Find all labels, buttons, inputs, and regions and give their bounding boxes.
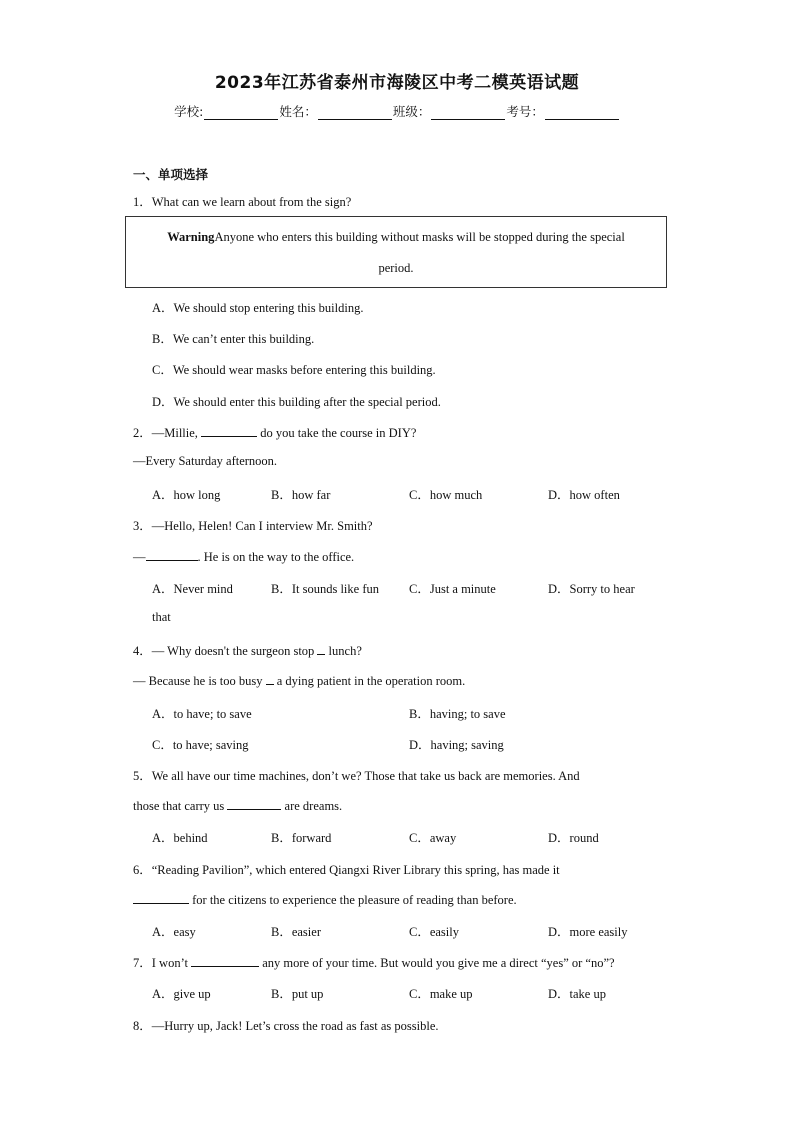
sign-line-1 [126,230,666,245]
sign-text-2: period. [378,261,414,275]
question-3-stem: 3．—Hello, Helen! Can I interview Mr. Smith? [133,519,373,533]
q3-option-a[interactable]: A．Never mind [152,582,233,596]
q4-line2-pre: — Because he is too busy [133,674,266,688]
q2-option-c[interactable]: C．how much [409,488,483,502]
q6-option-b[interactable]: B．easier [271,925,321,939]
question-3-line2 [133,548,354,565]
q5-blank [227,797,281,810]
class-label: 班级： [392,104,431,119]
q3-line2-pre: — [133,550,146,564]
q7-stem-pre: 7．I won’t [133,956,192,970]
warning-sign [125,216,667,288]
question-2-stem [133,423,416,441]
q5-line2-post: are dreams. [281,799,343,813]
section-heading: 一、单项选择 [133,167,209,182]
q7-option-c[interactable]: C．make up [409,987,473,1001]
q2-option-d[interactable]: D．how often [548,488,620,502]
q2-option-b[interactable]: B．how far [271,488,331,502]
q7-option-d[interactable]: D．take up [548,987,606,1001]
q2-option-a[interactable]: A．how long [152,488,221,502]
q5-option-b[interactable]: B．forward [271,831,332,845]
question-5-stem: 5．We all have our time machines, don’t we? Those that take us back are memories. And [133,769,580,783]
question-4-stem [133,641,362,659]
student-info-line [0,102,794,120]
q3-option-d-continued: that [152,610,171,624]
q7-blank [191,954,259,967]
q1-option-d[interactable]: D．We should enter this building after the special period. [152,395,441,409]
q2-stem-post: do you take the course in DIY? [257,426,417,440]
q5-option-d[interactable]: D．round [548,831,599,845]
q3-option-d[interactable]: D．Sorry to hear [548,582,635,596]
q4-option-b[interactable]: B．having; to save [409,707,506,721]
q7-option-a[interactable]: A．give up [152,987,211,1001]
q2-stem-pre: 2．—Millie, [133,426,202,440]
q3-line2-post: . He is on the way to the office. [197,550,355,564]
sign-text-1: Anyone who enters this building without masks will be stopped during the special [214,230,625,244]
q6-option-a[interactable]: A．easy [152,925,196,939]
name-label: 姓名： [279,104,317,119]
question-2-answer: —Every Saturday afternoon. [133,454,278,468]
q5-option-c[interactable]: C．away [409,831,457,845]
q1-option-a[interactable]: A．We should stop entering this building. [152,301,364,315]
q4-blank-2 [266,672,274,685]
q6-option-c[interactable]: C．easily [409,925,459,939]
page-title: 2023年江苏省泰州市海陵区中考二模英语试题 [214,73,580,93]
sign-bold-label: Warning [167,230,215,244]
question-8-stem: 8．—Hurry up, Jack! Let’s cross the road as fast as possible. [133,1019,439,1033]
q6-option-d[interactable]: D．more easily [548,925,628,939]
question-4-line2 [133,672,465,689]
q7-option-b[interactable]: B．put up [271,987,324,1001]
q5-option-a[interactable]: A．behind [152,831,208,845]
question-7-stem [133,953,615,971]
q1-option-b[interactable]: B．We can’t enter this building. [152,332,315,346]
q6-line2-post: for the citizens to experience the pleasure of reading than before. [189,893,517,907]
q4-line2-post: a dying patient in the operation room. [273,674,466,688]
school-label: 学校: [174,104,204,119]
question-5-line2 [133,797,342,814]
q6-blank [133,891,189,904]
number-label: 考号： [506,104,544,119]
q1-option-c[interactable]: C．We should wear masks before entering this building. [152,363,436,377]
question-6-stem: 6．“Reading Pavilion”, which entered Qiangxi River Library this spring, has made it [133,863,560,877]
q4-option-c[interactable]: C．to have; saving [152,738,249,752]
name-blank [318,106,392,120]
number-blank [545,106,619,120]
q2-blank [201,424,257,437]
school-blank [204,106,278,120]
q3-blank [146,548,198,561]
q5-line2-pre: those that carry us [133,799,228,813]
question-1-stem: 1．What can we learn about from the sign? [133,195,352,209]
q4-stem-post: lunch? [325,644,362,658]
class-blank [431,106,505,120]
q7-stem-post: any more of your time. But would you give me a direct “yes” or “no”? [259,956,615,970]
q4-stem-pre: 4．— Why doesn't the surgeon stop [133,644,318,658]
question-6-line2 [133,891,517,908]
q3-option-c[interactable]: C．Just a minute [409,582,496,596]
q4-option-d[interactable]: D．having; saving [409,738,504,752]
q3-option-b[interactable]: B．It sounds like fun [271,582,379,596]
q4-option-a[interactable]: A．to have; to save [152,707,252,721]
